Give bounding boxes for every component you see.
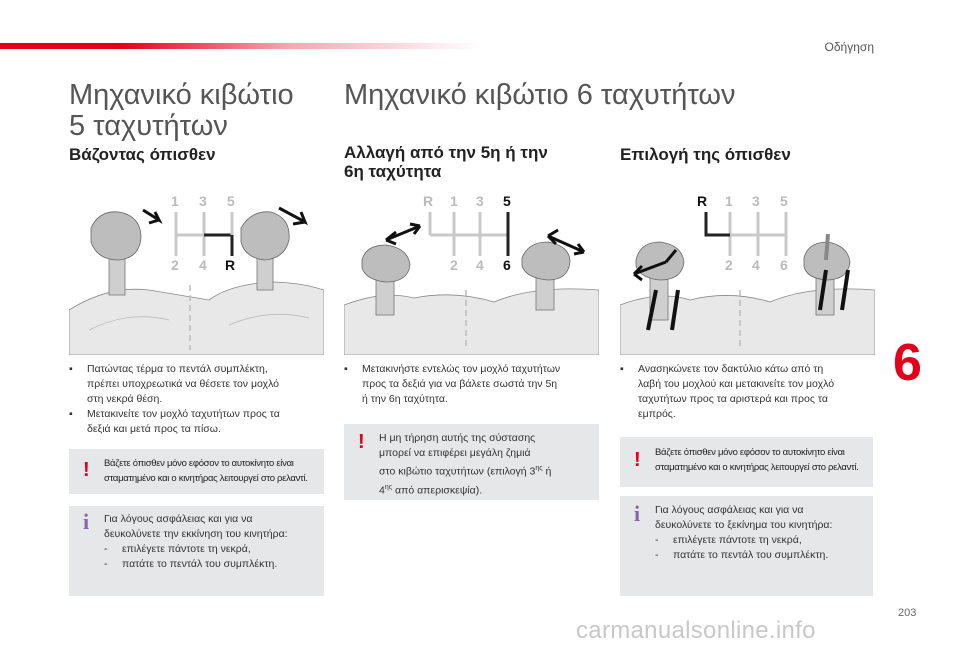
right-heading: Επιλογή της όπισθεν — [620, 145, 791, 164]
bullet-icon: ▪ — [620, 363, 624, 375]
left-title-line1: Μηχανικό κιβώτιο — [69, 79, 294, 111]
right-gear-top-1: 1 — [725, 193, 733, 209]
info-icon: i — [83, 509, 90, 534]
middle-gear-top-3: 3 — [476, 193, 484, 209]
header-accent-bar — [0, 43, 480, 49]
list-item: - επιλέγετε πάντοτε τη νεκρά, — [104, 543, 251, 555]
section-title: Οδήγηση — [824, 40, 874, 54]
middle-gear-bottom-6: 6 — [503, 257, 511, 273]
middle-gear-top-5: 5 — [503, 193, 511, 209]
list-item: - επιλέγετε πάντοτε τη νεκρά, — [655, 534, 802, 546]
bullet-icon: ▪ — [69, 408, 73, 420]
warning-icon: ! — [358, 431, 365, 453]
right-gear-illustration — [620, 190, 875, 355]
list-item: ▪ Πατώντας τέρμα το πεντάλ συμπλέκτη, πρέπει υποχρεωτικά να θέσετε τον μοχλό στη νεκρά θέση. — [69, 363, 279, 405]
right-gear-bottom-4: 4 — [752, 257, 760, 273]
right-warning-box: ! Βάζετε όπισθεν μόνο εφόσον το αυτοκίνητο είναι σταματημένο και ο κινητήρας λειτουργεί στο ρελαντί. — [620, 437, 873, 487]
list-item: ▪ Μετακινήστε εντελώς τον μοχλό ταχυτήτων προς τα δεξιά για να βάλετε σωστά την 5η ή την 6η ταχύτητα. — [344, 363, 561, 405]
warning-icon: ! — [83, 459, 90, 481]
right-gear-top-5: 5 — [780, 193, 788, 209]
right-gear-top-3: 3 — [752, 193, 760, 209]
list-item: - πατάτε το πεντάλ του συμπλέκτη. — [655, 549, 829, 561]
left-title-line2: 5 ταχυτήτων — [69, 110, 228, 142]
list-item: ▪ Μετακινείτε τον μοχλό ταχυτήτων προς τα δεξιά και μετά προς τα πίσω. — [69, 408, 280, 435]
right-info-box: i Για λόγους ασφάλειας και για να δευκολύνετε το ξεκίνημα του κινητήρα: - επιλέγετε πάντοτε τη νεκρά, - πατάτε το πεντάλ του συμπλέκτη. — [620, 496, 873, 596]
right-bullets — [620, 362, 875, 422]
left-gear-top-1: 1 — [171, 193, 179, 209]
middle-gear-bottom-4: 4 — [476, 257, 484, 273]
warning-icon: ! — [634, 449, 641, 471]
right-gear-bottom-2: 2 — [725, 257, 733, 273]
watermark: carmanualsonline.info — [576, 617, 816, 644]
middle-bullets — [344, 362, 599, 407]
page-number: 203 — [898, 607, 917, 619]
left-gear-top-5: 5 — [227, 193, 235, 209]
left-title — [69, 80, 294, 142]
bullet-icon: ▪ — [344, 363, 348, 375]
left-info-box: i Για λόγους ασφάλειας και για να δευκολύνετε την εκκίνηση του κινητήρα: - επιλέγετε πάντοτε τη νεκρά, - πατάτε το πεντάλ του συμπλέκτη. — [69, 506, 324, 596]
right-gear-bottom-6: 6 — [780, 257, 788, 273]
middle-heading: Αλλαγή από την 5η ή την 6η ταχύτητα — [344, 143, 548, 181]
right-gear-top-r: R — [697, 193, 708, 209]
left-heading: Βάζοντας όπισθεν — [69, 145, 216, 164]
bullet-icon: ▪ — [69, 363, 73, 375]
list-item: - πατάτε το πεντάλ του συμπλέκτη. — [104, 558, 278, 570]
left-gear-bottom-2: 2 — [171, 257, 179, 273]
middle-warning-box: ! Η μη τήρηση αυτής της σύστασης μπορεί να επιφέρει μεγάλη ζημιά στο κιβώτιο ταχυτήτων (επιλογή $3^{\eta\varsigma}$ ή $4^{\eta\varsigma}$ από απερισκεψία). — [344, 424, 599, 500]
middle-title: Μηχανικό κιβώτιο 6 ταχυτήτων — [344, 79, 736, 111]
middle-gear-top-1: 1 — [450, 193, 458, 209]
middle-gear-bottom-2: 2 — [450, 257, 458, 273]
info-icon: i — [634, 501, 641, 526]
chapter-number: 6 — [893, 334, 922, 392]
list-item: ▪ Ανασηκώνετε τον δακτύλιο κάτω από τη λαβή του μοχλού και μετακινείτε τον μοχλό ταχυτήτων προς τα αριστερά και προς τα εμπρός. — [620, 363, 835, 420]
middle-gear-illustration — [344, 190, 599, 355]
left-gear-top-3: 3 — [199, 193, 207, 209]
left-bullets — [69, 362, 324, 437]
left-gear-bottom-r: R — [225, 257, 236, 273]
left-warning-box: ! Βάζετε όπισθεν μόνο εφόσον το αυτοκίνητο είναι σταματημένο και ο κινητήρας λειτουργεί στο ρελαντί. — [69, 449, 324, 494]
middle-gear-top-r: R — [423, 193, 434, 209]
left-gear-illustration — [69, 190, 324, 355]
left-gear-bottom-4: 4 — [199, 257, 207, 273]
